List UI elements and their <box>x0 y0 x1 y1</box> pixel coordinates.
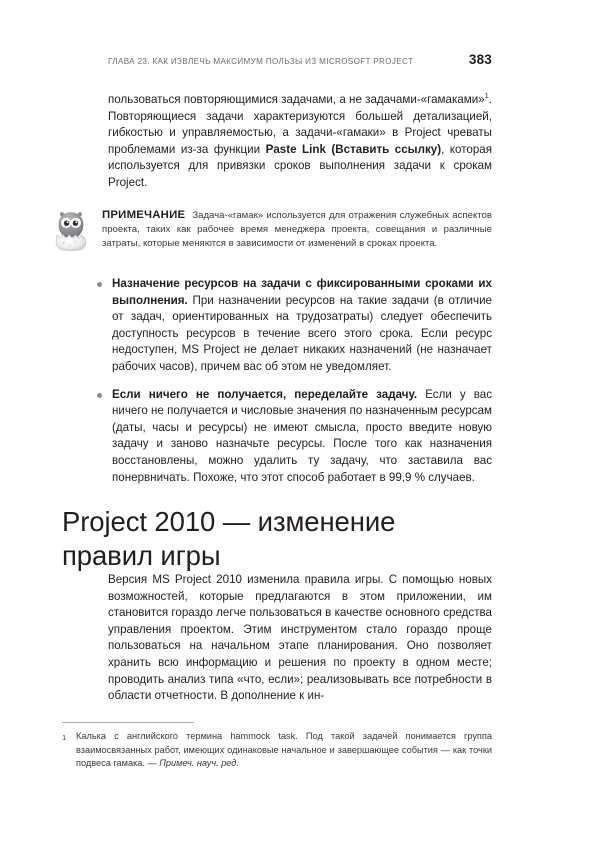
footnote-separator <box>62 722 194 723</box>
list-item-body: При назначении ресурсов на такие задачи (в отличие от задач, ориентированных на трудозатраты) следует обеспечить доступность ресурсов в течение всего этого срока. Если ресурс недоступен, MS Project не делает никаких назначений (не назначает рабочих часов), причем вас об этом не уведомляет. <box>112 293 492 373</box>
list-item <box>96 387 492 487</box>
list-item-lead: Назначение ресурсов на задачи с фиксированными сроками их выполнения. <box>112 277 492 307</box>
list-item-body: Если у вас ничего не получается и числовые значения по назначенным ресурсам (даты, часы и ресурсы) не имеют смысла, просто введите новую задачу и заново назначьте ресурсы. После того как назначения восстановлены, можно удалить ту задачу, что заставила вас понервничать. Похоже, что этот способ работает в 99,9 % случаев. <box>112 387 492 484</box>
chapter-title: ГЛАВА 23. КАК ИЗВЛЕЧЬ МАКСИМУМ ПОЛЬЗЫ ИЗ MICROSOFT PROJECT <box>108 57 414 66</box>
page-number: 383 <box>468 52 492 67</box>
list-item-text <box>112 276 492 376</box>
paste-link-term: Paste Link (Вставить ссылку) <box>265 142 442 156</box>
bullet-dot-icon <box>97 393 102 398</box>
list-item-text <box>112 387 492 487</box>
section-heading-line-1: Project 2010 — изменение <box>62 506 396 537</box>
running-head <box>108 52 492 67</box>
footnote-reference-1[interactable]: 1 <box>484 91 489 101</box>
footnote-text-part-1: Калька с английского термина hammock task. Под такой задачей понимается группа взаимосвязанных работ, имеющих одинаковые начальное и завершающее события — как точки подвеса гамака. — <box>76 731 492 769</box>
list-item <box>96 276 492 376</box>
section-heading-line-2: правил игры <box>62 540 221 571</box>
section-heading <box>62 505 492 573</box>
footnote-editor-note: Примеч. науч. ред. <box>159 758 239 769</box>
list-item-lead: Если ничего не получается, переделайте задачу. <box>112 387 418 401</box>
owl-hatching-egg-icon <box>48 207 94 253</box>
closing-paragraph: Версия MS Project 2010 изменила правила игры. С помощью новых возможностей, которые предлагаются в этом приложении, им становится гораздо легче пользоваться в качестве основного средства управления проектом. Этим инструментом стало гораздо проще пользоваться на начальном этапе планирования. Оно позволяет хранить всю информацию и решения по проекту в одном месте; проводить анализ типа «что, если»; реализовывать все потребности в области отчетности. В дополнение к ин- <box>108 573 492 703</box>
intro-text-b: . Повторяющиеся задачи характеризуются большей детализацией, гибкостью и управляемостью, а задачи-«гамаки» в Project чреваты проблемами из-за функции <box>108 93 492 156</box>
intro-text-a: пользоваться повторяющимися задачами, а не задачами-«гамаками» <box>108 93 485 106</box>
intro-text-c: , которая используется для привязки сроков выполнения задачи к срокам Project. <box>108 142 492 189</box>
note-label: ПРИМЕЧАНИЕ <box>102 209 186 221</box>
note-body <box>102 205 492 251</box>
closing-paragraph-block <box>108 572 492 705</box>
note-text: Задача-«гамак» используется для отражения служебных аспектов проекта, таких как рабочее время менеджера проекта, совещания и различные затраты, которые меняются в зависимости от изменений в сроках проекта. <box>102 210 492 249</box>
footnote-marker: 1 <box>62 733 67 742</box>
intro-paragraph-block <box>108 92 492 192</box>
footnote-area <box>62 722 492 771</box>
footnote-text <box>76 730 492 771</box>
intro-paragraph <box>108 92 492 192</box>
note-callout <box>48 205 492 253</box>
footnote <box>62 730 492 771</box>
bullet-list <box>96 276 492 486</box>
bullet-dot-icon <box>97 282 102 287</box>
